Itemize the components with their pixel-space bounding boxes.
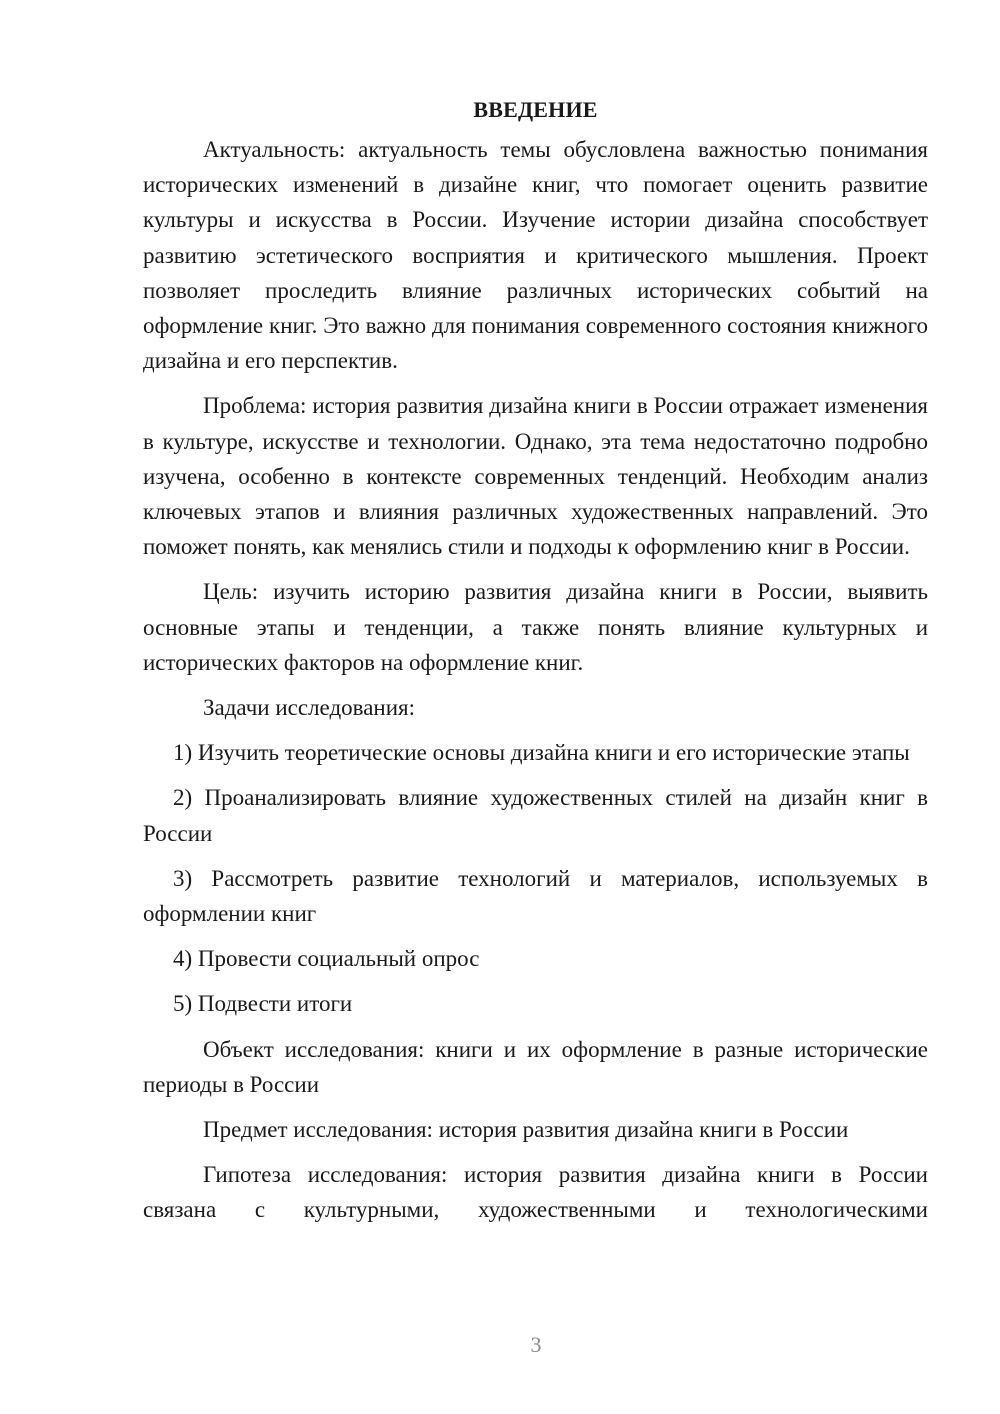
task-item-5: 5) Подвести итоги xyxy=(173,991,353,1017)
paragraph-object: Объект исследования: книги и их оформление в разные исторические периоды в России xyxy=(143,1036,928,1097)
paragraph-goal: Цель: изучить историю развития дизайна книги в России, выявить основные этапы и тенденции, а также понять влияние культурных и исторических факторов на оформление книг. xyxy=(143,579,928,675)
paragraph-relevance: Актуальность: актуальность темы обусловлена важностью понимания исторических изменений в дизайне книг, что помогает оценить развитие культуры и искусства в России. Изучение истории дизайна способствует развитию эстетического восприятия и критического мышления. Проект позволяет проследить влияние различных исторических событий на оформление книг. Это важно для понимания современного состояния книжного дизайна и его перспектив. xyxy=(143,137,928,374)
paragraph-hypothesis: Гипотеза исследования: история развития дизайна книги в России связана с культурными, художественными и технологическими xyxy=(143,1162,928,1223)
page-title: ВВЕДЕНИЕ xyxy=(473,97,598,122)
task-item-4: 4) Провести социальный опрос xyxy=(173,946,480,972)
document-body xyxy=(143,92,928,1238)
tasks-heading: Задачи исследования: xyxy=(203,695,416,721)
task-item-2: 2) Проанализировать влияние художественных стилей на дизайн книг в России xyxy=(143,785,928,846)
task-item-3: 3) Рассмотреть развитие технологий и материалов, используемых в оформлении книг xyxy=(143,865,928,927)
paragraph-problem: Проблема: история развития дизайна книги в России отражает изменения в культуре, искусстве и технологии. Однако, эта тема недостаточно подробно изучена, особенно в контексте современных тенденций. Необходим анализ ключевых этапов и влияния различных художественных направлений. Это поможет понять, как менялись стили и подходы к оформлению книг в России. xyxy=(143,393,928,560)
page-number: 3 xyxy=(530,1332,542,1357)
paragraph-subject: Предмет исследования: история развития дизайна книги в России xyxy=(203,1117,849,1143)
task-item-1: 1) Изучить теоретические основы дизайна книги и его исторические этапы xyxy=(173,740,910,766)
